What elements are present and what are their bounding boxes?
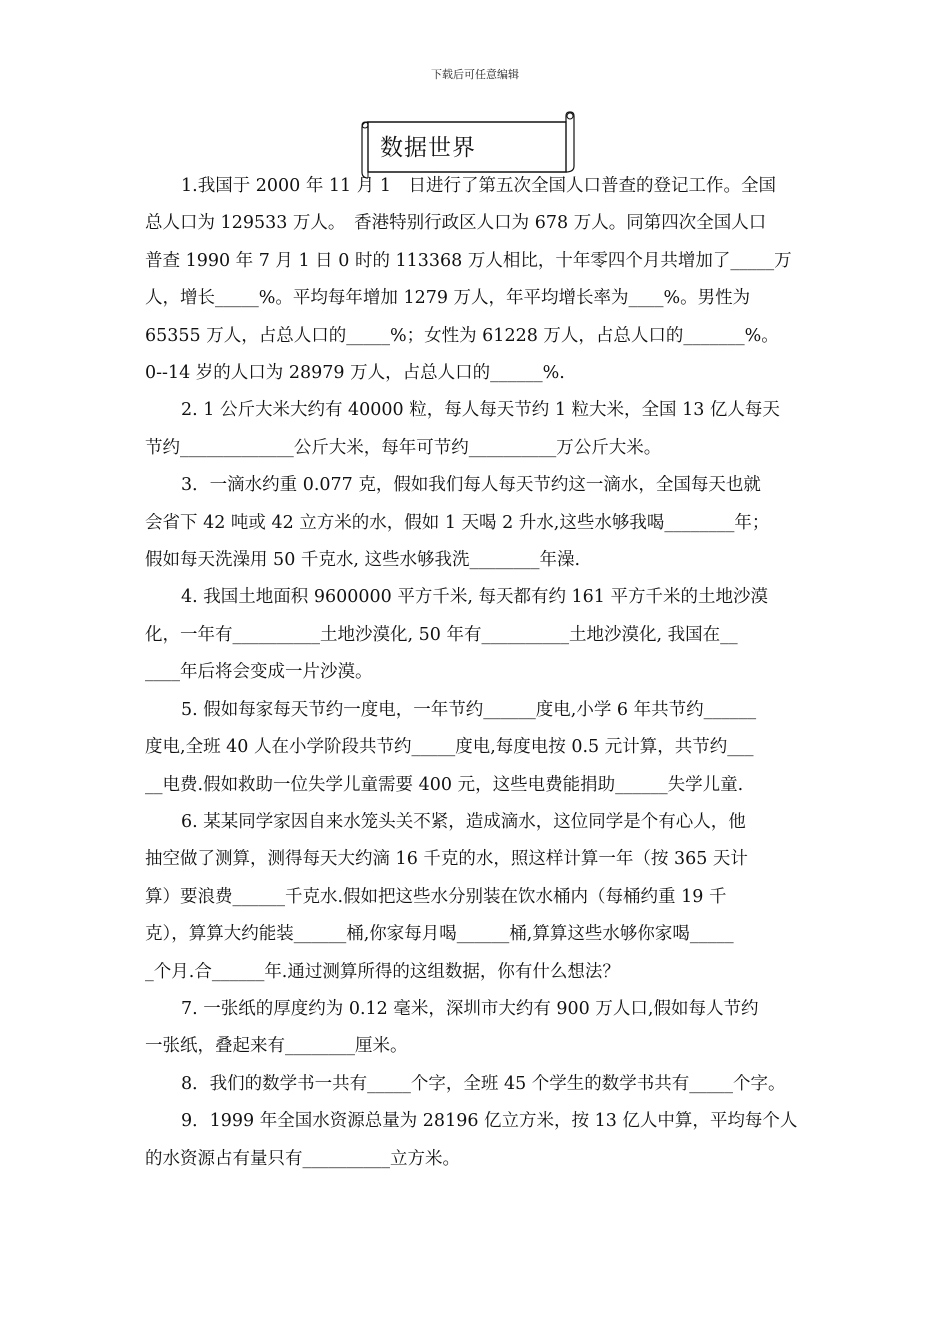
- text-line: 2. 1 公斤大米大约有 40000 粒，每人每天节约 1 粒大米，全国 13 亿人每天: [181, 400, 780, 421]
- text-line: 克），算算大约能装______桶,你家每月喝______桶,算算这些水够你家喝_____: [145, 924, 734, 945]
- text-line: 3．一滴水约重 0.077 克，假如我们每人每天节约这一滴水，全国每天也就: [181, 475, 761, 496]
- text-line: 算）要浪费______千克水.假如把这些水分别装在饮水桶内（每桶约重 19 千: [145, 886, 727, 907]
- text-line: 人，增长_____%。平均每年增加 1279 万人，年平均增长率为____%。男性为: [145, 288, 751, 309]
- page-title: 数据世界: [380, 135, 476, 161]
- text-line: 1.我国于 2000 年 11 月 1 日进行了第五次全国人口普查的登记工作。全国: [181, 176, 776, 196]
- text-line: 假如每天洗澡用 50 千克水, 这些水够我洗________年澡.: [145, 550, 581, 571]
- text-line: 会省下 42 吨或 42 立方米的水，假如 1 天喝 2 升水,这些水够我喝________年；: [145, 512, 770, 533]
- header-note: 下载后可任意编辑: [431, 68, 519, 81]
- text-line: 6. 某某同学家因自来水笼头关不紧，造成滴水，这位同学是个有心人，他: [181, 811, 746, 832]
- text-line: 度电,全班 40 人在小学阶段共节约_____度电,每度电按 0.5 元计算，共节约___: [145, 737, 754, 758]
- text-line: 9．1999 年全国水资源总量为 28196 亿立方米，按 13 亿人中算，平均每个人: [181, 1111, 798, 1132]
- text-line: 总人口为 129533 万人。 香港特别行政区人口为 678 万人。同第四次全国人口: [145, 213, 767, 234]
- text-line: 一张纸，叠起来有________厘米。: [145, 1036, 408, 1057]
- text-line: 化，一年有__________土地沙漠化, 50 年有__________土地沙漠化, 我国在__: [145, 624, 738, 645]
- text-line: 普查 1990 年 7 月 1 日 0 时的 113368 万人相比，十年零四个月共增加了_____万: [145, 250, 792, 271]
- text-line: 8．我们的数学书一共有_____个字，全班 45 个学生的数学书共有_____个字。: [181, 1073, 786, 1094]
- text-line: 65355 万人，占总人口的_____%；女性为 61228 万人，占总人口的_______%。: [145, 325, 779, 346]
- problem-list: [145, 168, 817, 1178]
- text-line: 0--14 岁的人口为 28979 万人，占总人口的______%.: [145, 363, 565, 384]
- text-line: ____年后将会变成一片沙漠。: [145, 662, 373, 683]
- text-line: __电费.假如救助一位失学儿童需要 400 元，这些电费能捐助______失学儿童.: [145, 774, 744, 795]
- text-line: 5. 假如每家每天节约一度电，一年节约______度电,小学 6 年共节约______: [181, 699, 757, 720]
- text-line: 节约_____________公斤大米，每年可节约__________万公斤大米。: [145, 437, 662, 458]
- text-line: 7. 一张纸的厚度约为 0.12 毫米，深圳市大约有 900 万人口,假如每人节约: [181, 998, 759, 1019]
- text-line: 抽空做了测算，测得每天大约滴 16 千克的水，照这样计算一年（按 365 天计: [145, 849, 748, 870]
- text-line: 4. 我国土地面积 9600000 平方千米, 每天都有约 161 平方千米的土地沙漠: [181, 587, 768, 608]
- text-line: 的水资源占有量只有__________立方米。: [145, 1148, 460, 1169]
- text-line: _个月.合______年.通过测算所得的这组数据，你有什么想法？: [145, 961, 620, 982]
